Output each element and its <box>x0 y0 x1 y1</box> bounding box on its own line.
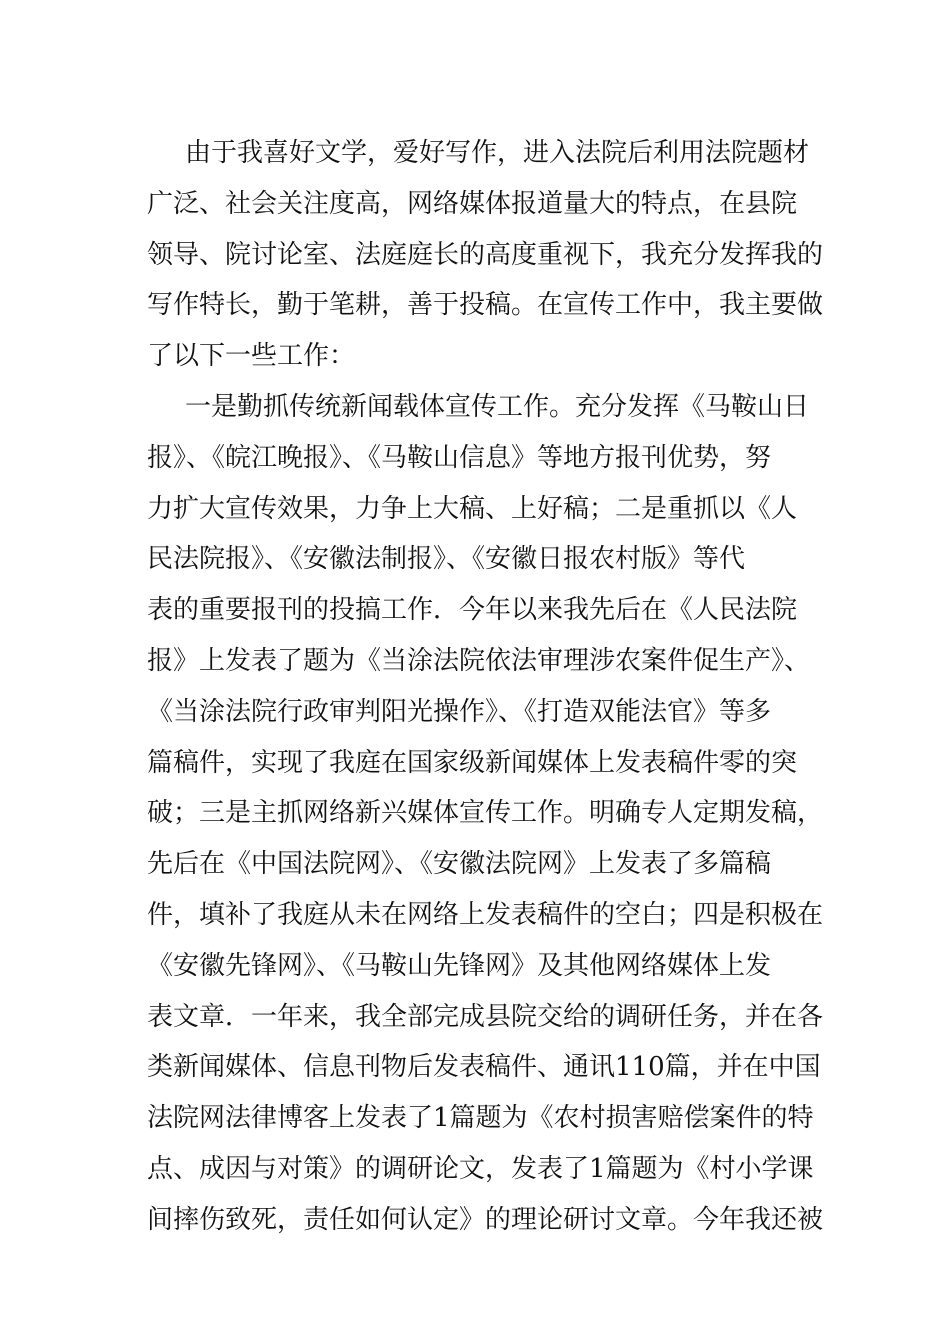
text-line: 类新闻媒体、信息刊物后发表稿件、通讯110篇，并在中国 <box>147 1052 821 1083</box>
text-line: 件，填补了我庭从未在网络上发表稿件的空白；四是积极在 <box>147 899 824 930</box>
text-line: 先后在《中国法院网》、《安徽法院网》上发表了多篇稿 <box>147 849 772 880</box>
text-line: 间摔伤致死，责任如何认定》的理论研讨文章。今年我还被 <box>147 1204 824 1235</box>
text-line: 表的重要报刊的投搞工作．今年以来我先后在《人民法院 <box>147 595 798 626</box>
text-line: 点、成因与对策》的调研论文，发表了1篇题为《村小学课 <box>147 1153 814 1184</box>
body-text <box>147 128 824 1246</box>
text-line: 破；三是主抓网络新兴媒体宣传工作。明确专人定期发稿， <box>147 798 824 829</box>
text-line: 篇稿件，实现了我庭在国家级新闻媒体上发表稿件零的突 <box>147 747 798 778</box>
text-line: 写作特长，勤于笔耕，善于投稿。在宣传工作中，我主要做 <box>147 290 824 321</box>
text-line: 法院网法律博客上发表了1篇题为《农村损害赔偿案件的特 <box>147 1103 814 1134</box>
text-line: 领导、院讨论室、法庭庭长的高度重视下，我充分发挥我的 <box>147 239 824 270</box>
text-line: 报》上发表了题为《当涂法院依法审理涉农案件促生产》、 <box>147 645 811 676</box>
text-line: 民法院报》、《安徽法制报》、《安徽日报农村版》等代 <box>147 544 746 575</box>
text-line: 表文章．一年来，我全部完成县院交给的调研任务，并在各 <box>147 1001 824 1032</box>
text-line: 《安徽先锋网》、《马鞍山先锋网》及其他网络媒体上发 <box>147 950 772 981</box>
text-line: 了以下一些工作： <box>147 341 356 372</box>
text-line: 广泛、社会关注度高，网络媒体报道量大的特点，在县院 <box>147 188 798 219</box>
text-line: 一是勤抓传统新闻载体宣传工作。充分发挥《马鞍山日 <box>185 391 810 422</box>
text-line: 报》、《皖江晚报》、《马鞍山信息》等地方报刊优势，努 <box>147 442 772 473</box>
text-line: 《当涂法院行政审判阳光操作》、《打造双能法官》等多 <box>147 696 772 727</box>
text-line: 力扩大宣传效果，力争上大稿、上好稿；二是重抓以《人 <box>147 493 798 524</box>
text-line: 由于我喜好文学，爱好写作，进入法院后利用法院题材 <box>185 138 810 168</box>
